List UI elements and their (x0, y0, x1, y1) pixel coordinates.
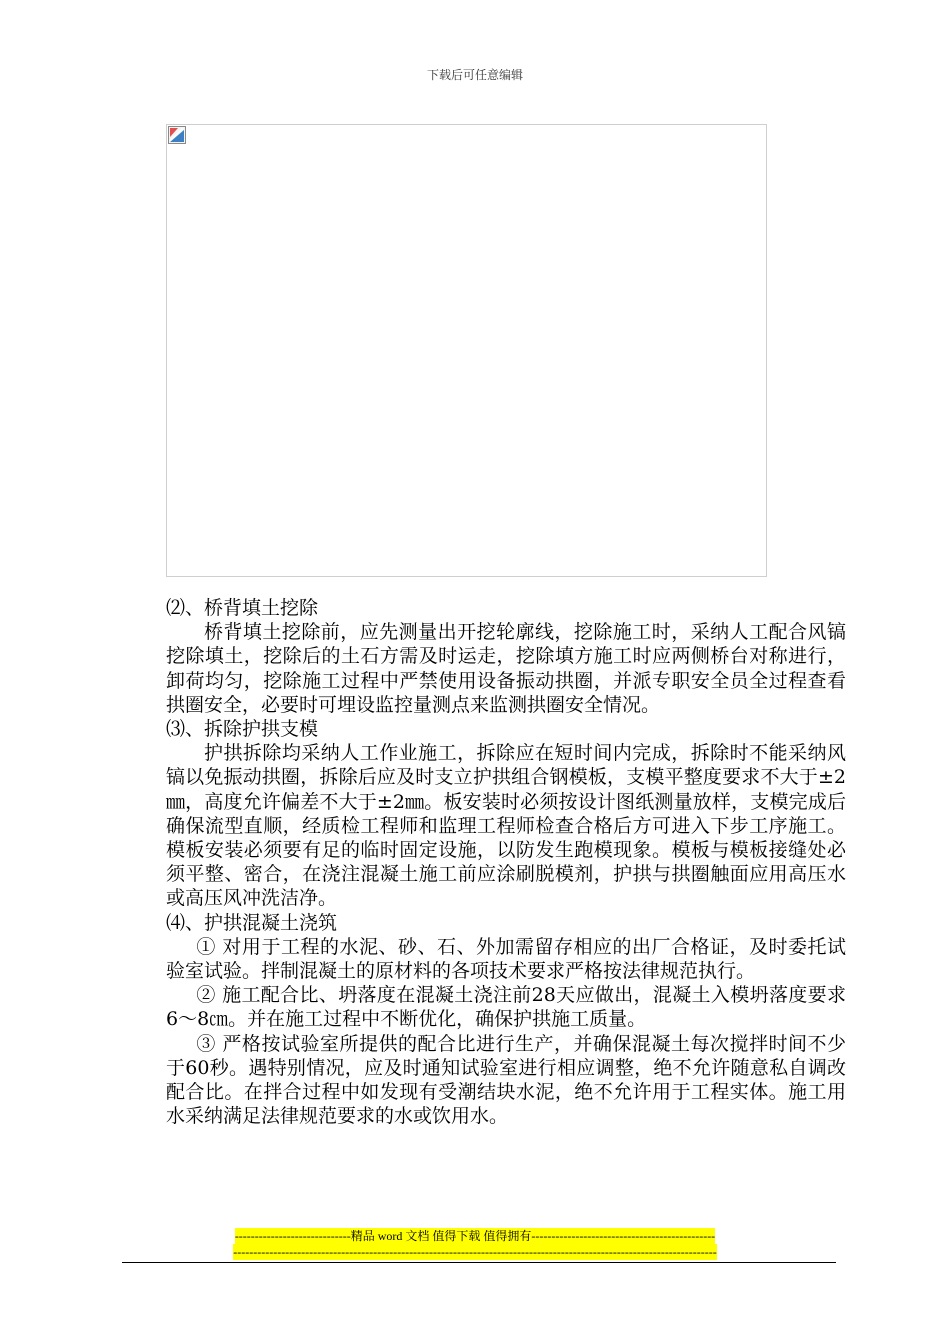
list-item: ③ 严格按试验室所提供的配合比进行生产，并确保混凝土每次搅拌时间不少于60秒。遇特别情况，应及时通知试验室进行相应调整，绝不允许随意私自调改配合比。在拌合过程中如发现有受潮结块水泥，绝不允许用于工程实体。施工用水采纳满足法律规范要求的水或饮用水。 (166, 1032, 846, 1128)
list-item: ① 对用于工程的水泥、砂、石、外加需留存相应的出厂合格证，及时委托试验室试验。拌制混凝土的原材料的各项技术要求严格按法律规范执行。 (166, 935, 846, 983)
section-heading: ⑷、护拱混凝土浇筑 (166, 911, 338, 934)
page-header: 下载后可任意编辑 (426, 68, 523, 82)
document-body (166, 596, 846, 1128)
footer-line-2: ------------------------------------------------------------------------------------------------------------------------- (233, 1245, 717, 1259)
broken-image-icon (168, 126, 186, 144)
footer-divider (122, 1262, 836, 1263)
section-heading: ⑶、拆除护拱支模 (166, 718, 319, 741)
section-paragraph: 桥背填土挖除前，应先测量出开挖轮廓线，挖除施工时，采纳人工配合风镐挖除填土，挖除后的土石方需及时运走，挖除填方施工时应两侧桥台对称进行，卸荷均匀，挖除施工过程中严禁使用设备振动拱圈，并派专职安全员全过程查看拱圈安全，必要时可埋设监控量测点来监测拱圈安全情况。 (166, 621, 846, 716)
section-heading: ⑵、桥背填土挖除 (166, 597, 319, 619)
footer-banner (0, 1228, 950, 1260)
section-paragraph: 护拱拆除均采纳人工作业施工，拆除应在短时间内完成，拆除时不能采纳风镐以免振动拱圈，拆除后应及时支立护拱组合钢模板，支模平整度要求不大于±2㎜，高度允许偏差不大于±2㎜。板安装时必须按设计图纸测量放样，支模完成后确保流型直顺，经质检工程师和监理工程师检查合格后方可进入下步工序施工。模板安装必须要有足的临时固定设施，以防发生跑模现象。模板与模板接缝处必须平整、密合，在浇注混凝土施工前应涂刷脱模剂，护拱与拱圈触面应用高压水或高压风冲洗洁净。 (166, 742, 846, 910)
list-item: ② 施工配合比、坍落度在混凝土浇注前28天应做出，混凝土入模坍落度要求6～8㎝。并在施工过程中不断优化，确保护拱施工质量。 (166, 984, 846, 1031)
footer-line-1: -----------------------------精品 word 文档 值得下载 值得拥有---------------------------------------------- (234, 1229, 716, 1243)
figure-placeholder (166, 124, 767, 577)
